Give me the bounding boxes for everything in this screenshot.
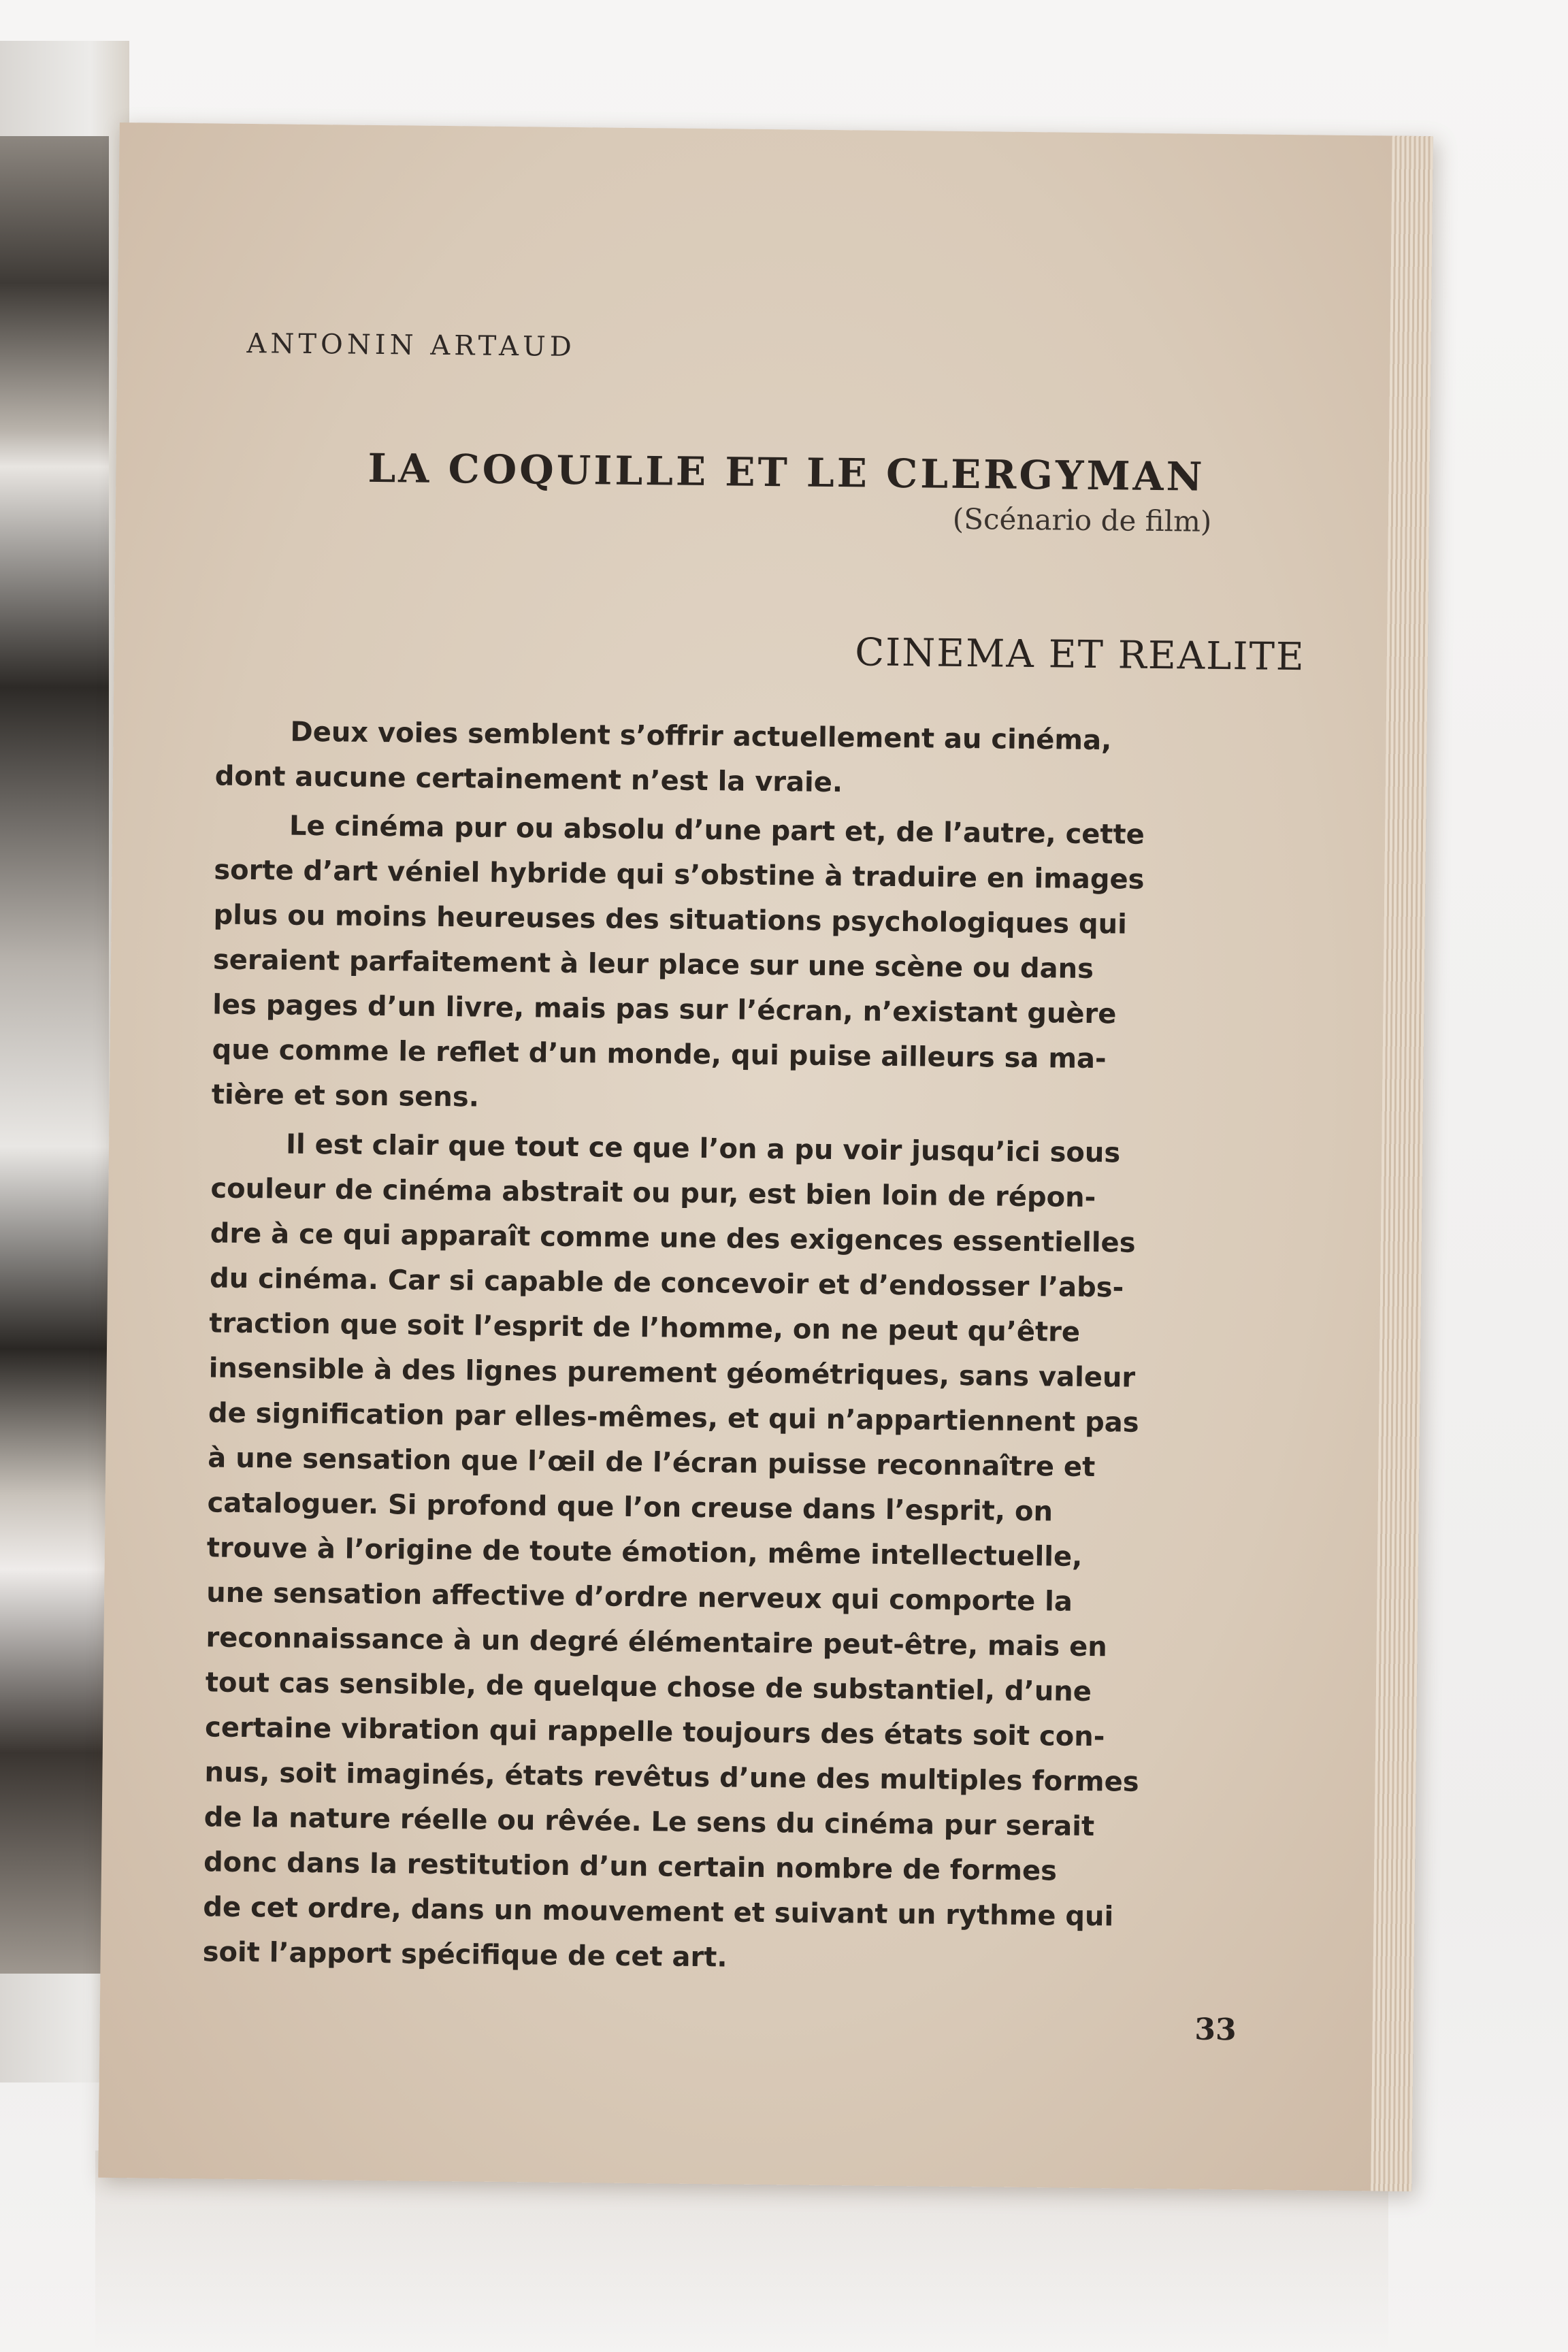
text-line: que comme le reflet d’un monde, qui puise ailleurs sa ma- bbox=[212, 1034, 1107, 1075]
running-head-author: ANTONIN ARTAUD bbox=[246, 327, 576, 363]
text-line: une sensation affective d’ordre nerveux qui comporte la bbox=[206, 1577, 1073, 1618]
text-line: nus, soit imaginés, états revêtus d’une des multiples formes bbox=[204, 1757, 1139, 1798]
text-line: Deux voies semblent s’offrir actuellement au cinéma, bbox=[290, 716, 1112, 757]
text-line: les pages d’un livre, mais pas sur l’écran, n’existant guère bbox=[212, 989, 1117, 1030]
text-line: soit l’apport spécifique de cet art. bbox=[202, 1936, 728, 1974]
text-line: du cinéma. Car si capable de concevoir et d’endosser l’abs- bbox=[209, 1262, 1124, 1304]
portrait-photos bbox=[0, 136, 109, 1974]
text-line: tière et son sens. bbox=[211, 1079, 480, 1113]
text-line: sorte d’art véniel hybride qui s’obstine à traduire en images bbox=[214, 854, 1145, 896]
text-line: trouve à l’origine de toute émotion, même intellectuelle, bbox=[206, 1532, 1083, 1573]
text-line: dre à ce qui apparaît comme une des exigences essentielles bbox=[210, 1218, 1136, 1259]
text-line: dont aucune certainement n’est la vraie. bbox=[214, 760, 843, 799]
text-line: seraient parfaitement à leur place sur une scène ou dans bbox=[212, 944, 1094, 985]
page-subtitle: (Scénario de film) bbox=[952, 502, 1212, 538]
text-line: à une sensation que l’œil de l’écran puisse reconnaître et bbox=[208, 1442, 1096, 1484]
paragraph-2 bbox=[212, 802, 1304, 1128]
text-line: plus ou moins heureuses des situations psychologiques qui bbox=[213, 899, 1128, 941]
section-heading: CINEMA ET REALITE bbox=[854, 630, 1306, 680]
text-line: insensible à des lignes purement géométriques, sans valeur bbox=[208, 1352, 1136, 1394]
text-line: cataloguer. Si profond que l’on creuse dans l’esprit, on bbox=[207, 1487, 1054, 1528]
text-line: de signification par elles-mêmes, et qui n’appartiennent pas bbox=[208, 1397, 1139, 1439]
text-line: de cet ordre, dans un mouvement et suivant un rythme qui bbox=[203, 1891, 1114, 1933]
text-line: donc dans la restitution d’un certain nombre de formes bbox=[203, 1846, 1058, 1887]
text-line: tout cas sensible, de quelque chose de substantiel, d’une bbox=[205, 1667, 1092, 1708]
paragraph-3 bbox=[202, 1121, 1300, 1986]
text-line: couleur de cinéma abstrait ou pur, est bien loin de répon- bbox=[210, 1173, 1096, 1214]
text-line: certaine vibration qui rappelle toujours des états soit con- bbox=[204, 1712, 1105, 1753]
text-line: Il est clair que tout ce que l’on a pu voir jusqu’ici sous bbox=[285, 1128, 1121, 1169]
body-text bbox=[202, 709, 1304, 1991]
page-title: LA COQUILLE ET LE CLERGYMAN bbox=[368, 444, 1205, 500]
paragraph-1 bbox=[214, 709, 1304, 811]
text-line: de la nature réelle ou rêvée. Le sens du cinéma pur serait bbox=[203, 1801, 1095, 1843]
book-page bbox=[98, 122, 1433, 2191]
page-number: 33 bbox=[1194, 2012, 1237, 2048]
text-line: Le cinéma pur ou absolu d’une part et, de l’autre, cette bbox=[289, 810, 1145, 851]
text-line: reconnaissance à un degré élémentaire peut-être, mais en bbox=[206, 1622, 1108, 1663]
text-line: traction que soit l’esprit de l’homme, on ne peut qu’être bbox=[209, 1307, 1081, 1348]
